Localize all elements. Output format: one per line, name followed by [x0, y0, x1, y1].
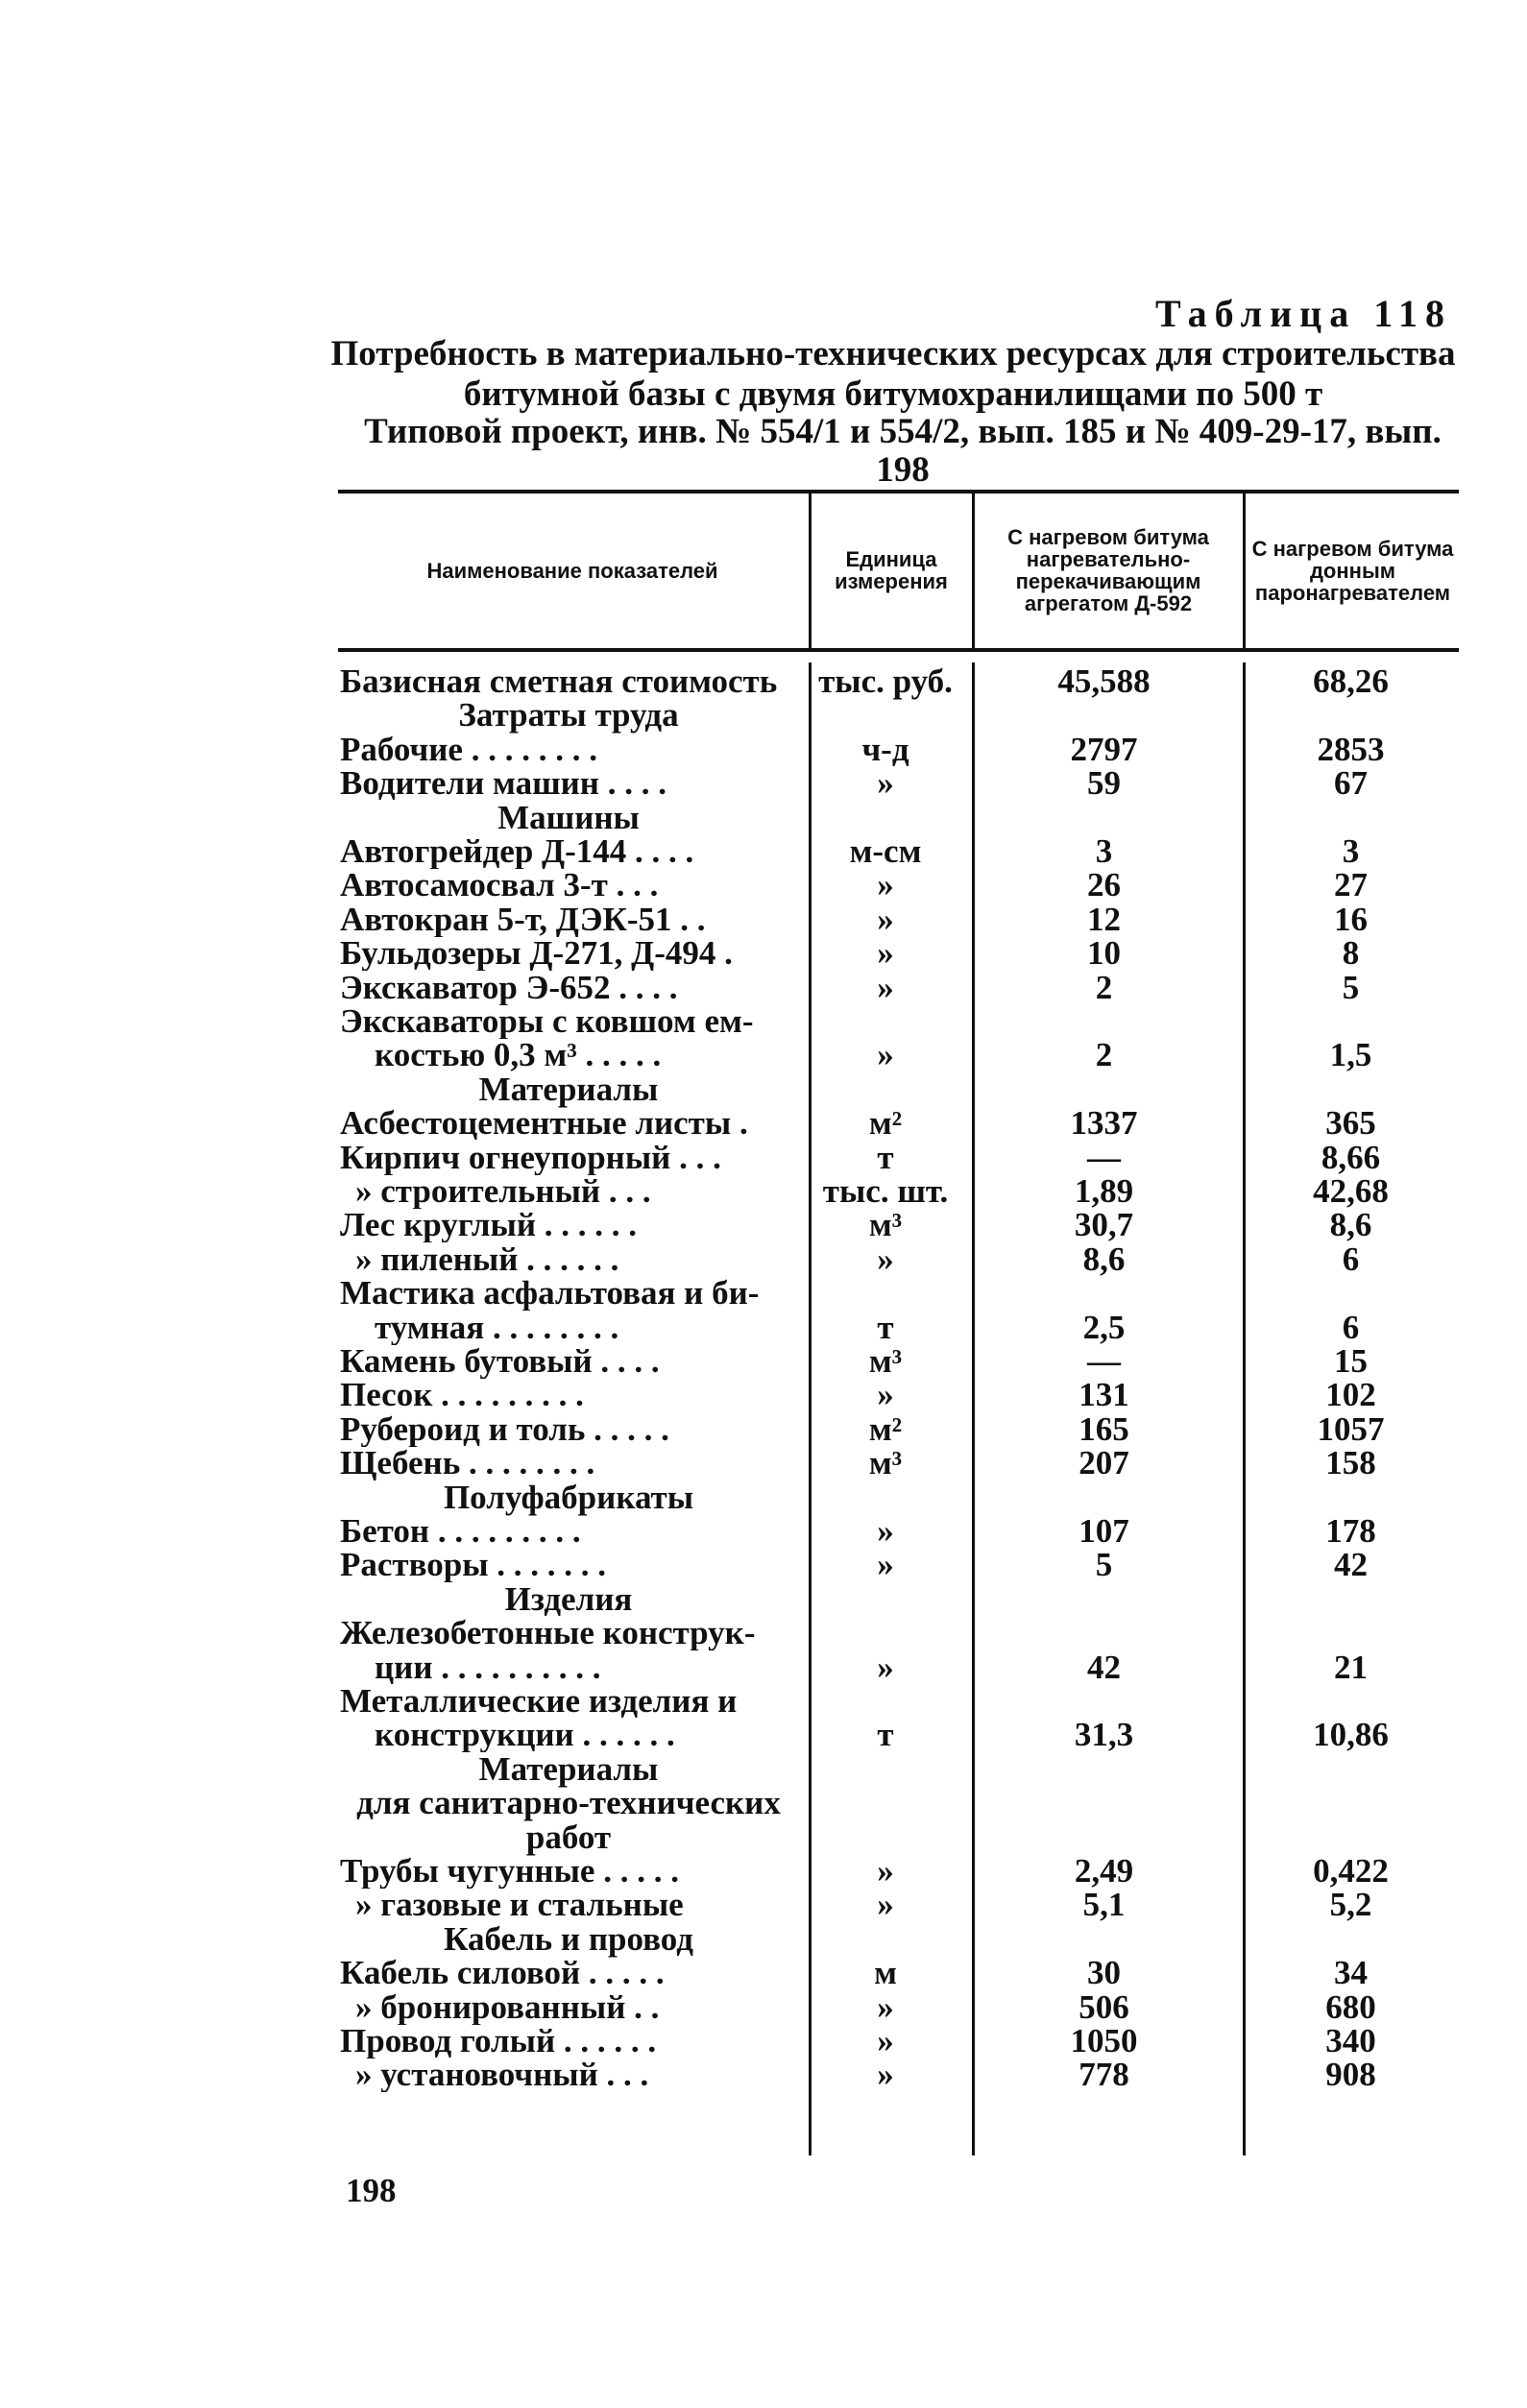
- row-value-col1: —: [1087, 1342, 1121, 1380]
- table-row: [338, 1208, 1459, 1242]
- row-name: Металлические изделия и: [340, 1684, 738, 1719]
- header-unit: Единица измерения: [835, 547, 948, 593]
- row-unit: м³: [868, 1342, 903, 1380]
- row-value-col2: 6: [1342, 1240, 1360, 1278]
- row-value-col2: 34: [1334, 1954, 1368, 1992]
- row-value-col2: 27: [1334, 866, 1368, 904]
- header-divider-3: [1243, 492, 1246, 648]
- row-name: Экскаваторы с ковшом ем-: [340, 1004, 754, 1039]
- row-value-col1: 59: [1087, 764, 1121, 803]
- table-row: [338, 1684, 1459, 1719]
- table-row: [338, 1956, 1459, 1990]
- table-row: [338, 834, 1459, 869]
- row-unit: »: [877, 1546, 894, 1584]
- row-value-col1: 12: [1087, 900, 1121, 938]
- table-row: [338, 1650, 1459, 1685]
- section-heading: работ: [525, 1818, 612, 1856]
- row-name: Рубероид и толь . . . . .: [340, 1411, 669, 1447]
- row-unit: т: [877, 1716, 894, 1754]
- table-row: [338, 1616, 1459, 1650]
- row-unit: тыс. шт.: [822, 1172, 949, 1210]
- row-value-col2: 1057: [1317, 1409, 1385, 1448]
- section-heading: Материалы: [478, 1070, 659, 1108]
- table-caption: Таблица 118: [1154, 292, 1452, 335]
- row-value-col2: 680: [1325, 1987, 1376, 2026]
- row-name: Автокран 5-т, ДЭК-51 . .: [340, 902, 706, 937]
- row-value-col1: 8,6: [1082, 1240, 1126, 1278]
- section-heading-row: [338, 1579, 1459, 1618]
- table-row: [338, 1344, 1459, 1379]
- row-value-col2: 178: [1325, 1512, 1376, 1550]
- row-value-col2: 158: [1325, 1444, 1376, 1482]
- row-name: Экскаватор Э-652 . . . .: [340, 970, 678, 1005]
- table-row: [338, 968, 1459, 1006]
- row-name: костью 0,3 м³ . . . . .: [375, 1038, 662, 1073]
- row-name: конструкции . . . . . .: [375, 1718, 675, 1753]
- table-row: [338, 1276, 1459, 1311]
- row-unit: ч-д: [861, 730, 909, 768]
- row-value-col2: 1,5: [1329, 1036, 1372, 1074]
- table-row: [338, 900, 1459, 938]
- row-unit: »: [877, 2056, 894, 2094]
- table-row: [338, 1106, 1459, 1141]
- row-value-col2: 67: [1334, 764, 1368, 803]
- table-row: [338, 1038, 1459, 1072]
- row-unit: тыс. руб.: [818, 662, 953, 700]
- row-value-col2: 8: [1342, 934, 1360, 973]
- table-row: [338, 2058, 1459, 2092]
- section-heading-row: [338, 1072, 1459, 1107]
- row-value-col2: 8,6: [1329, 1206, 1372, 1244]
- row-value-col2: 3: [1342, 832, 1360, 870]
- row-value-col1: 31,3: [1074, 1716, 1134, 1754]
- table-row: [338, 1446, 1459, 1481]
- row-value-col2: 365: [1325, 1104, 1376, 1143]
- row-unit: т: [877, 1308, 894, 1346]
- row-value-col2: 0,422: [1313, 1852, 1389, 1890]
- table-row: [338, 936, 1459, 971]
- table-row: [338, 1409, 1459, 1448]
- section-heading: Затраты труда: [458, 696, 679, 734]
- row-value-col1: 2,5: [1082, 1308, 1126, 1346]
- row-unit: м: [874, 1954, 897, 1992]
- header-divider-1: [809, 492, 812, 648]
- row-value-col2: 42: [1334, 1546, 1368, 1584]
- row-value-col1: 2: [1095, 968, 1113, 1006]
- row-unit: »: [877, 1886, 894, 1924]
- row-name: ции . . . . . . . . . .: [375, 1649, 601, 1685]
- row-value-col2: 5: [1342, 968, 1360, 1006]
- row-name: Растворы . . . . . . .: [340, 1548, 607, 1583]
- row-value-col1: 107: [1079, 1512, 1129, 1550]
- row-unit: т: [877, 1138, 894, 1176]
- row-name: Асбестоцементные листы .: [340, 1106, 748, 1142]
- row-value-col1: 2: [1095, 1036, 1113, 1074]
- row-value-col2: 21: [1334, 1648, 1368, 1686]
- row-value-col2: 8,66: [1321, 1138, 1381, 1176]
- row-value-col1: 2797: [1070, 730, 1138, 768]
- table-row: [338, 1378, 1459, 1412]
- row-name: Трубы чугунные . . . . .: [340, 1854, 679, 1889]
- row-name: » пиленый . . . . . .: [355, 1241, 619, 1277]
- row-name: Камень бутовый . . . .: [340, 1344, 660, 1379]
- section-heading: Кабель и провод: [444, 1919, 693, 1958]
- row-unit: »: [877, 2022, 894, 2059]
- table-row: [338, 730, 1459, 768]
- section-heading: Изделия: [504, 1579, 633, 1618]
- table-row: [338, 1138, 1459, 1176]
- row-name: » бронированный . .: [355, 1989, 660, 2025]
- row-unit: »: [877, 1376, 894, 1414]
- row-name: Щебень . . . . . . . .: [340, 1446, 595, 1481]
- row-value-col2: 5,2: [1329, 1886, 1372, 1924]
- row-name: » газовые и стальные: [355, 1888, 684, 1923]
- row-value-col1: 30: [1087, 1954, 1121, 1992]
- row-value-col2: 908: [1325, 2056, 1376, 2094]
- section-heading: Материалы: [478, 1749, 659, 1788]
- row-value-col1: 131: [1079, 1376, 1129, 1414]
- row-value-col2: 16: [1334, 900, 1368, 938]
- row-name: Рабочие . . . . . . . .: [340, 732, 597, 767]
- row-name: » строительный . . .: [355, 1174, 651, 1209]
- row-name: Бульдозеры Д-271, Д-494 .: [340, 936, 733, 972]
- section-heading-row: [338, 1749, 1459, 1788]
- table-row: [338, 1514, 1459, 1549]
- table-row: [338, 1174, 1459, 1209]
- row-name: Железобетонные конструк-: [340, 1616, 756, 1651]
- row-unit: »: [877, 764, 894, 803]
- row-unit: м³: [868, 1206, 903, 1244]
- row-unit: »: [877, 1240, 894, 1278]
- row-value-col1: 10: [1087, 934, 1121, 973]
- section-heading: для санитарно-технических: [356, 1784, 781, 1822]
- row-value-col1: 5,1: [1082, 1886, 1126, 1924]
- row-value-col2: 102: [1325, 1376, 1376, 1414]
- row-unit: »: [877, 1512, 894, 1550]
- row-unit: »: [877, 900, 894, 938]
- row-value-col1: 1,89: [1074, 1172, 1134, 1210]
- row-unit: »: [877, 1987, 894, 2026]
- table-row: [338, 1548, 1459, 1582]
- row-name: » установочный . . .: [355, 2058, 649, 2093]
- table-subtitle: Типовой проект, инв. № 554/1 и 554/2, вып. 185 и № 409-29-17, вып. 198: [364, 412, 1442, 490]
- row-value-col1: 778: [1079, 2056, 1129, 2094]
- row-name: Песок . . . . . . . . .: [340, 1378, 584, 1413]
- row-name: Автосамосвал 3-т . . .: [340, 868, 659, 903]
- row-value-col1: 207: [1079, 1444, 1129, 1482]
- section-heading-row: [338, 1478, 1459, 1516]
- table-row: [338, 2024, 1459, 2059]
- row-value-col1: 1050: [1070, 2022, 1138, 2059]
- row-value-col2: 2853: [1317, 730, 1385, 768]
- row-unit: м³: [868, 1444, 903, 1482]
- row-value-col1: 3: [1095, 832, 1113, 870]
- row-value-col1: 42: [1087, 1648, 1121, 1686]
- table-row: [338, 868, 1459, 903]
- row-name: Кирпич огнеупорный . . .: [340, 1140, 721, 1175]
- section-heading-row: [338, 1786, 1459, 1820]
- row-name: Кабель силовой . . . . .: [340, 1956, 665, 1991]
- row-value-col2: 68,26: [1313, 662, 1389, 700]
- header-col1: С нагревом битума нагревательно-перекачивающим агрегатом Д-592: [1007, 525, 1209, 615]
- row-name: Базисная сметная стоимость: [340, 664, 778, 699]
- row-name: Лес круглый . . . . . .: [340, 1208, 638, 1243]
- header-name: Наименование показателей: [426, 558, 718, 583]
- table-row: [338, 1987, 1459, 2026]
- table-row: [338, 664, 1459, 699]
- row-unit: »: [877, 1648, 894, 1686]
- row-name: Провод голый . . . . . .: [340, 2024, 657, 2059]
- section-heading: Полуфабрикаты: [443, 1478, 694, 1516]
- row-unit: »: [877, 968, 894, 1006]
- table-row: [338, 1308, 1459, 1346]
- table-row: [338, 1004, 1459, 1039]
- row-value-col1: 506: [1079, 1987, 1129, 2026]
- section-heading-row: [338, 698, 1459, 733]
- row-value-col2: 15: [1334, 1342, 1368, 1380]
- row-unit: »: [877, 1036, 894, 1074]
- row-value-col1: 5: [1095, 1546, 1113, 1584]
- row-unit: м-см: [849, 832, 922, 870]
- header-col2: С нагревом битума донным паронагревателем: [1251, 536, 1454, 605]
- row-name: тумная . . . . . . . .: [375, 1310, 619, 1345]
- table-row: [338, 1242, 1459, 1277]
- section-heading-row: [338, 1820, 1459, 1855]
- row-value-col1: 1337: [1070, 1104, 1138, 1143]
- row-unit: »: [877, 866, 894, 904]
- row-value-col1: 45,588: [1057, 662, 1151, 700]
- table-row: [338, 1888, 1459, 1922]
- row-name: Автогрейдер Д-144 . . . .: [340, 834, 694, 869]
- header-divider-2: [972, 492, 975, 648]
- row-value-col2: 340: [1325, 2022, 1376, 2059]
- row-value-col1: 165: [1079, 1409, 1129, 1448]
- row-name: Мастика асфальтовая и би-: [340, 1276, 760, 1312]
- row-value-col2: 42,68: [1313, 1172, 1389, 1210]
- row-unit: м²: [868, 1409, 903, 1448]
- row-name: Бетон . . . . . . . . .: [340, 1514, 581, 1549]
- row-value-col1: —: [1087, 1138, 1121, 1176]
- row-value-col1: 30,7: [1074, 1206, 1134, 1244]
- row-value-col1: 26: [1087, 866, 1121, 904]
- header-bottom-rule: [338, 648, 1459, 652]
- row-unit: »: [877, 934, 894, 973]
- row-value-col1: 2,49: [1074, 1852, 1134, 1890]
- table-row: [338, 1854, 1459, 1889]
- section-heading-row: [338, 798, 1459, 836]
- row-name: Водители машин . . . .: [340, 766, 667, 802]
- table-title: Потребность в материально-технических ресурсах для строительства битумной базы с двумя битумохранилищами по 500 т: [330, 334, 1456, 414]
- section-heading-row: [338, 1919, 1459, 1958]
- table-row: [338, 1718, 1459, 1752]
- table-row: [338, 766, 1459, 801]
- table-top-rule: [338, 490, 1459, 494]
- row-value-col2: 6: [1342, 1308, 1360, 1346]
- page-number: 198: [346, 2172, 397, 2209]
- row-unit: »: [877, 1852, 894, 1890]
- row-value-col2: 10,86: [1313, 1716, 1389, 1754]
- row-unit: м²: [868, 1104, 903, 1143]
- section-heading: Машины: [497, 798, 640, 836]
